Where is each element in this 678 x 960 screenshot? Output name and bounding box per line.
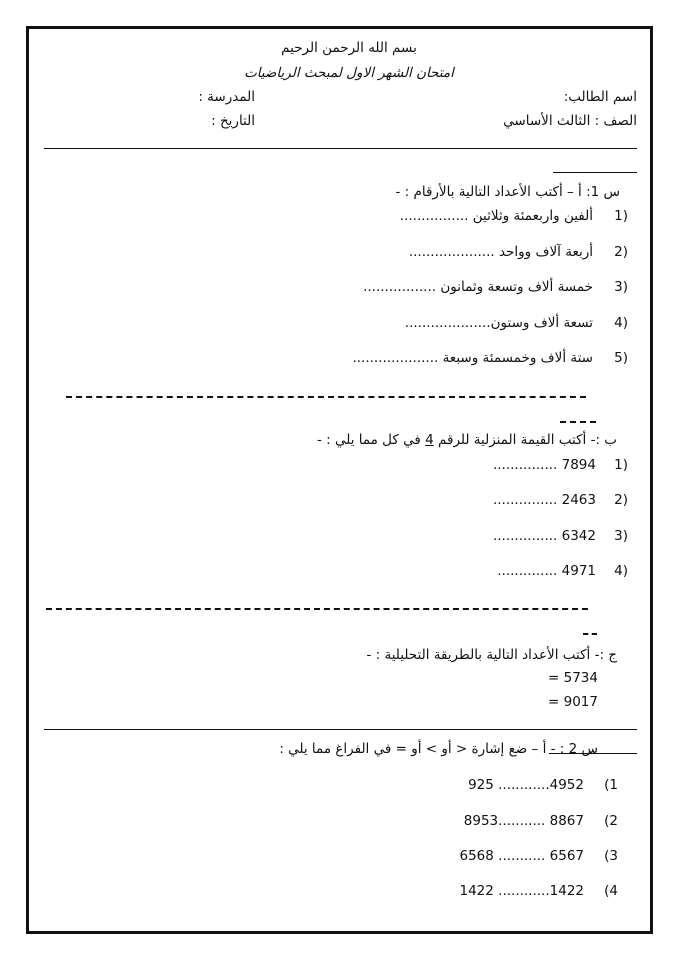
q1-item: ألفين واربعمئة وثلاثين ................ bbox=[399, 208, 593, 224]
exam-title: امتحان الشهر الاول لمبحث الرياضيات bbox=[244, 65, 454, 81]
q1b-item: .............. 4971 bbox=[497, 563, 596, 579]
item-number: 4) bbox=[614, 563, 628, 579]
item-number: (1 bbox=[604, 777, 618, 793]
dashed-separator bbox=[46, 608, 588, 610]
q2-item: 6568 ........... 6567 bbox=[459, 848, 584, 864]
q1b-item: ............... 2463 bbox=[492, 492, 596, 508]
q1c-title: ج :- أكتب الأعداد التالية بالطريقة التحليلية : - bbox=[366, 647, 617, 663]
q2-item: 925 ............4952 bbox=[468, 777, 584, 793]
q1b-title bbox=[317, 432, 617, 448]
q1-item: خمسة ألاف وتسعة وثمانون ................. bbox=[363, 279, 593, 295]
item-number: (4 bbox=[604, 883, 618, 899]
q1b-title-after: في كل مما يلي : - bbox=[316, 432, 426, 448]
q2-item: 1422 ............1422 bbox=[459, 883, 584, 899]
item-number: 3) bbox=[614, 279, 628, 295]
q2-item: 8953........... 8867 bbox=[463, 813, 584, 829]
q1-title: س 1: أ – أكتب الأعداد التالية بالأرقام : - bbox=[395, 184, 620, 200]
school-label: المدرسة : bbox=[198, 89, 255, 105]
dashed-separator bbox=[560, 421, 596, 423]
section-divider bbox=[44, 729, 637, 730]
grade-label: الصف : الثالث الأساسي bbox=[503, 113, 637, 129]
q1b-item: ............... 7894 bbox=[492, 457, 596, 473]
item-number: 3) bbox=[614, 528, 628, 544]
q1b-title-before: ب :- أكتب القيمة المنزلية للرقم bbox=[433, 432, 617, 448]
item-number: (2 bbox=[604, 813, 618, 829]
date-label: التاريخ : bbox=[211, 113, 255, 129]
q1-item: أربعة آلاف وواحد .................... bbox=[408, 244, 593, 260]
basmala: بسم الله الرحمن الرحيم bbox=[281, 40, 417, 56]
q1b-digit: 4 bbox=[425, 432, 434, 448]
item-number: 5) bbox=[614, 350, 628, 366]
q2-title: س 2 : - أ – ضع إشارة < أو > أو = في الفراغ مما يلي : bbox=[279, 741, 598, 757]
item-number: 2) bbox=[614, 492, 628, 508]
dashed-separator bbox=[66, 396, 586, 398]
header-divider bbox=[44, 148, 637, 149]
item-number: 1) bbox=[614, 208, 628, 224]
q1-item: تسعة ألاف وستون.................... bbox=[404, 315, 593, 331]
item-number: 1) bbox=[614, 457, 628, 473]
item-number: 2) bbox=[614, 244, 628, 260]
q1b-item: ............... 6342 bbox=[492, 528, 596, 544]
q1c-item: = 5734 bbox=[548, 670, 598, 686]
dashed-separator bbox=[583, 633, 597, 635]
q1c-item: = 9017 bbox=[548, 694, 598, 710]
student-name-label: اسم الطالب: bbox=[563, 89, 637, 105]
item-number: 4) bbox=[614, 315, 628, 331]
short-divider bbox=[553, 172, 637, 173]
page-border bbox=[26, 26, 653, 934]
item-number: (3 bbox=[604, 848, 618, 864]
q1-item: ستة ألاف وخمسمئة وسبعة .................... bbox=[352, 350, 593, 366]
